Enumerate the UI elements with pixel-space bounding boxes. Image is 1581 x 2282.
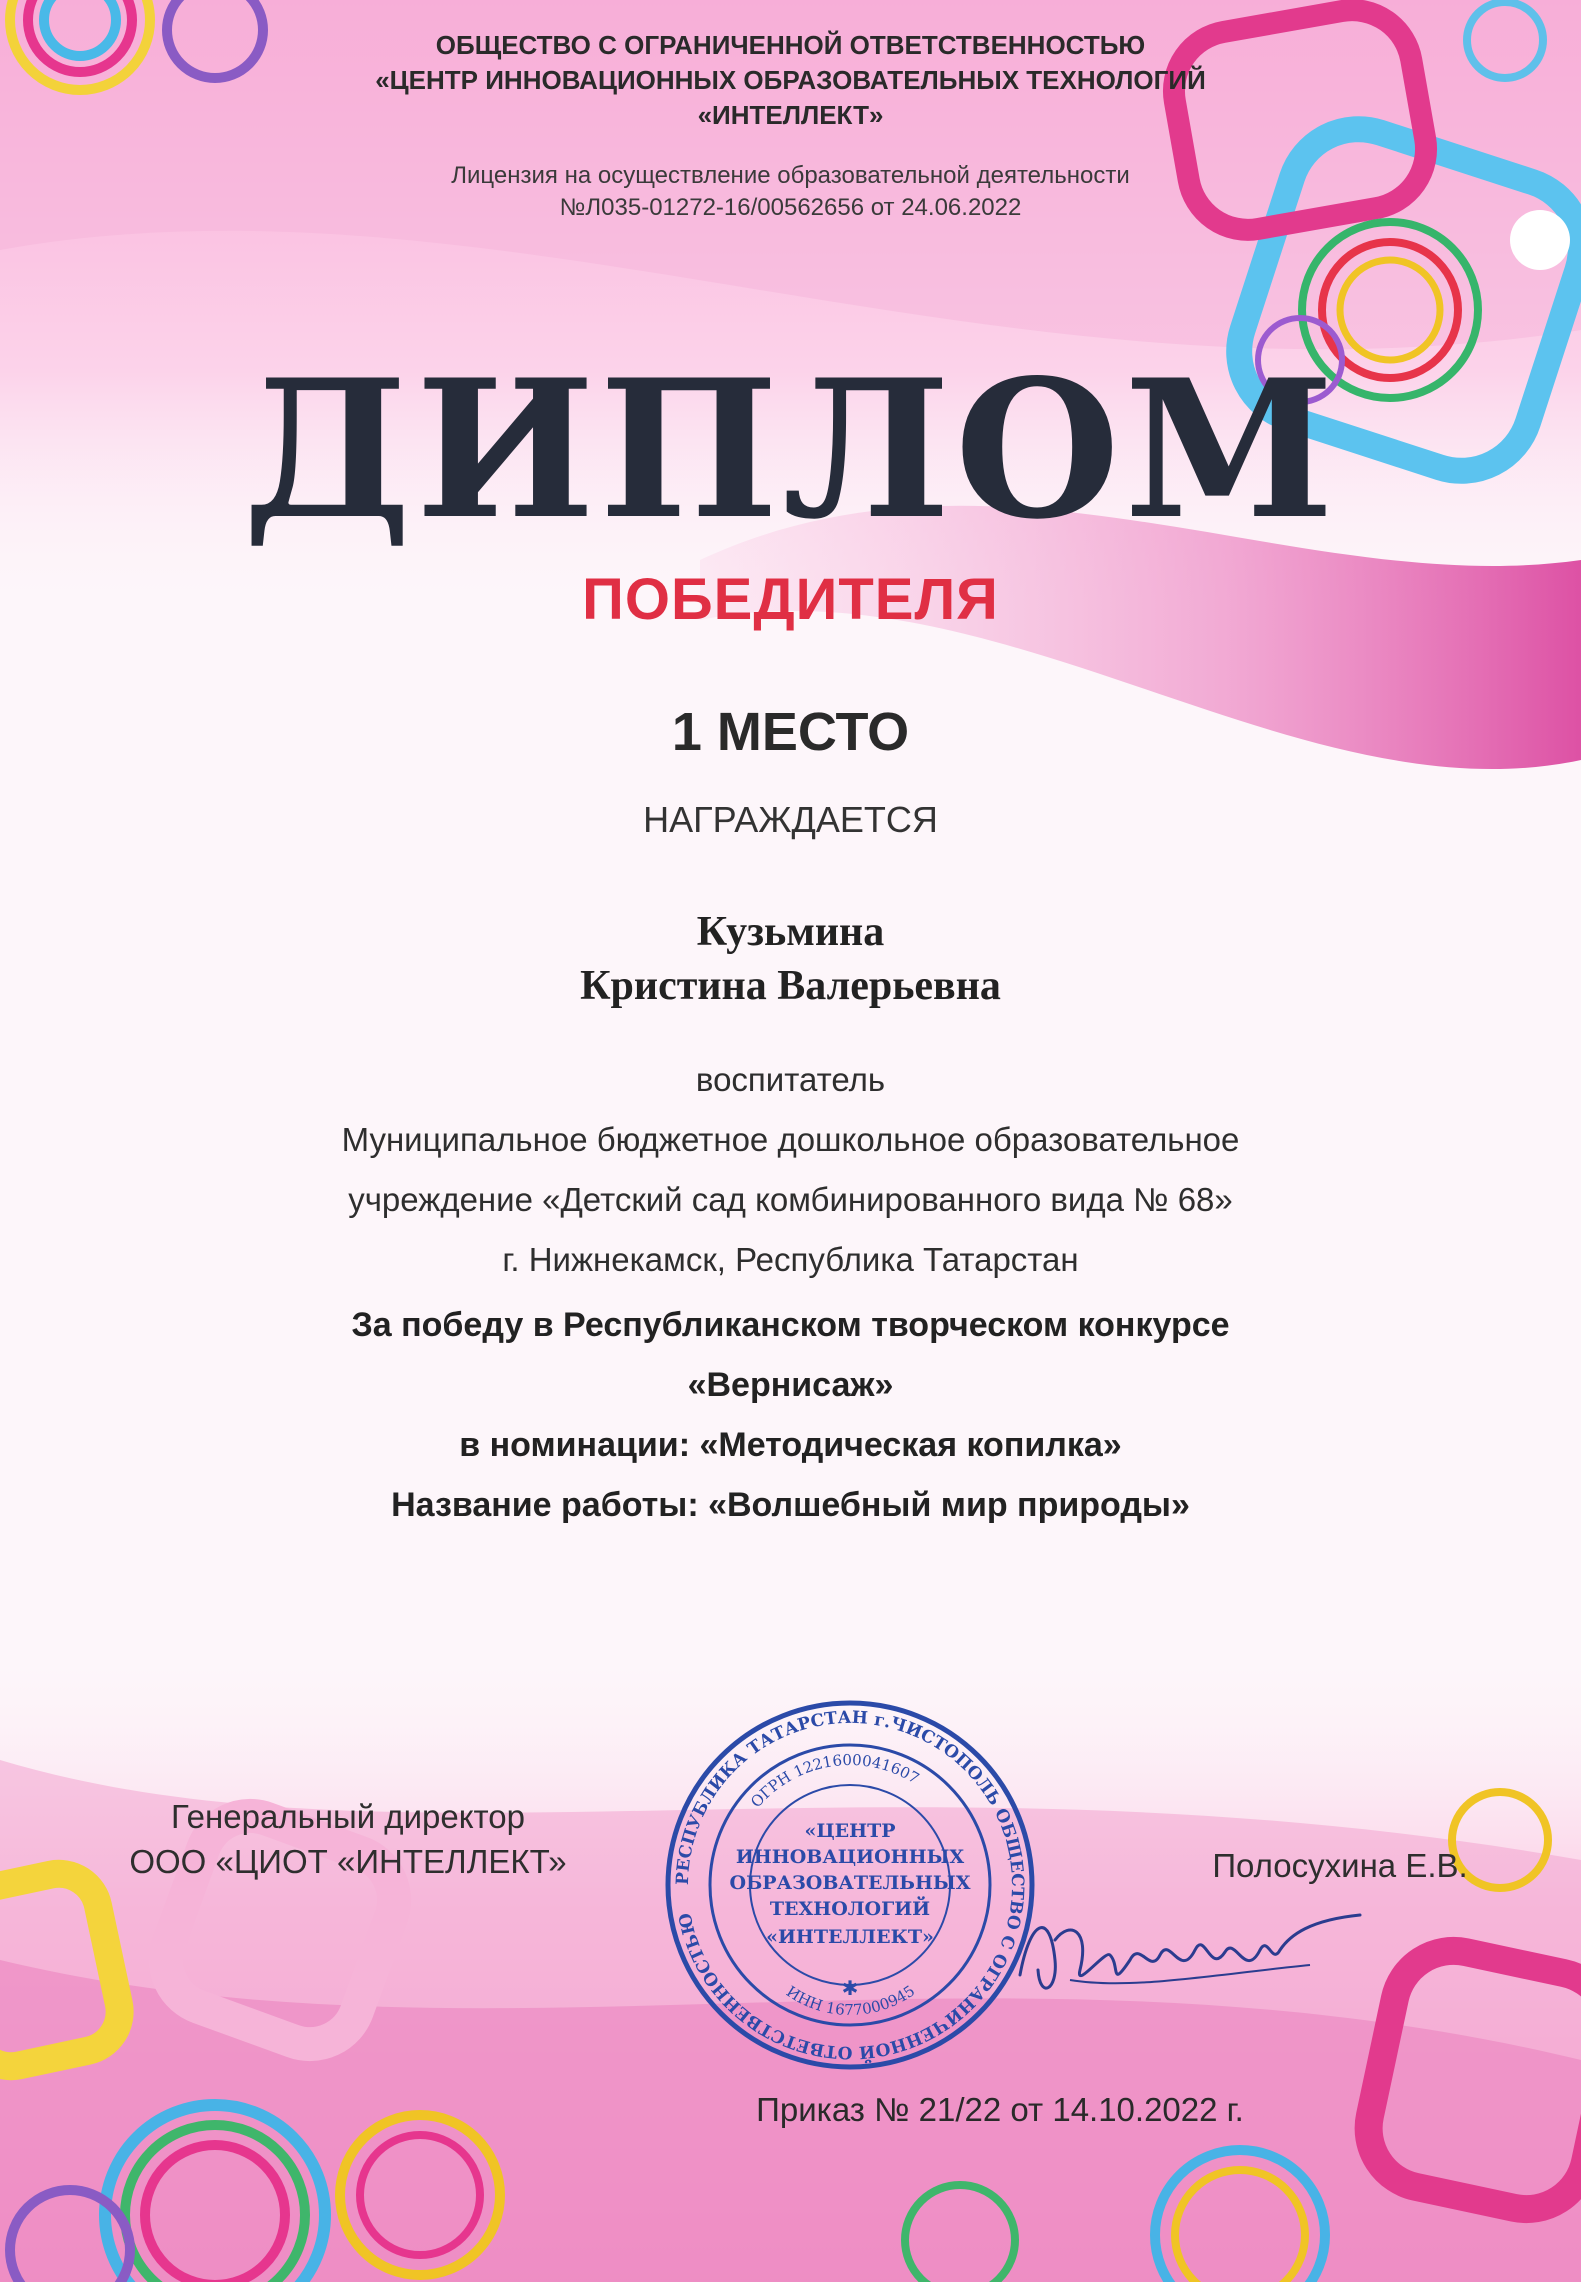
license-line-2: №Л035-01272-16/00562656 от 24.06.2022 (559, 194, 1022, 221)
reason-line-1: За победу в Республиканском творческом конкурсе (351, 1306, 1230, 1344)
reason-line-2: «Вернисаж» (687, 1366, 894, 1404)
awarded-label: НАГРАЖДАЕТСЯ (643, 799, 938, 840)
stamp-center-line-5: «ИНТЕЛЛЕКТ» (766, 1926, 934, 1948)
stamp-inn: ИНН 1677000945 (783, 1981, 919, 2020)
place-heading: 1 МЕСТО (671, 702, 910, 762)
award-reason (0, 1295, 1581, 1535)
org-line-2: «ЦЕНТР ИННОВАЦИОННЫХ ОБРАЗОВАТЕЛЬНЫХ ТЕХНОЛОГИЙ (375, 65, 1206, 95)
stamp-center-line-3: ОБРАЗОВАТЕЛЬНЫХ (729, 1872, 971, 1894)
diploma-subtitle: ПОБЕДИТЕЛЯ (582, 567, 999, 632)
order-reference: Приказ № 21/22 от 14.10.2022 г. (756, 2091, 1244, 2128)
signatory-name: Полосухина Е.В. (1212, 1847, 1468, 1884)
license-line-1: Лицензия на осуществление образовательной деятельности (451, 162, 1130, 189)
recipient-given-names: Кристина Валерьевна (580, 963, 1001, 1009)
organization-header (0, 28, 1581, 133)
recipient-name (0, 905, 1581, 1013)
stamp-center-line-1: «ЦЕНТР (804, 1820, 896, 1842)
org-line-3: «ИНТЕЛЛЕКТ» (697, 100, 884, 130)
signatory-title (118, 1794, 578, 1884)
handwritten-signature (1010, 1880, 1370, 2010)
recipient-city: г. Нижнекамск, Республика Татарстан (502, 1241, 1079, 1278)
recipient-organization (0, 1110, 1581, 1290)
official-stamp (660, 1695, 1040, 2075)
stamp-outer-text: РЕСПУБЛИКА ТАТАРСТАН г.ЧИСТОПОЛЬ ОБЩЕСТВО С ОГРАНИЧЕННОЙ ОТВЕТСТВЕННОСТЬЮ (672, 1707, 1028, 2063)
stamp-center-line-2: ИННОВАЦИОННЫХ (735, 1846, 965, 1868)
reason-line-4: Название работы: «Волшебный мир природы» (391, 1486, 1190, 1524)
stamp-center-line-4: ТЕХНОЛОГИЙ (769, 1898, 931, 1920)
diploma-title: ДИПЛОМ (242, 338, 1339, 561)
recipient-surname: Кузьмина (696, 909, 885, 955)
recipient-org-line-1: Муниципальное бюджетное дошкольное образовательное (341, 1121, 1240, 1158)
reason-line-3: в номинации: «Методическая копилка» (459, 1426, 1122, 1464)
signatory-title-line-1: Генеральный директор (171, 1798, 525, 1835)
license-info (0, 160, 1581, 224)
stamp-ogrn: ОГРН 1221600041607 (747, 1750, 923, 1812)
recipient-position: воспитатель (695, 1061, 886, 1098)
svg-text:ОГРН 1221600041607 (747, 1751, 922, 1811)
signatory-title-line-2: ООО «ЦИОТ «ИНТЕЛЛЕКТ» (129, 1843, 567, 1880)
recipient-org-line-2: учреждение «Детский сад комбинированного вида № 68» (348, 1181, 1233, 1218)
org-line-1: ОБЩЕСТВО С ОГРАНИЧЕННОЙ ОТВЕТСТВЕННОСТЬЮ (435, 30, 1146, 60)
stamp-star-icon: ✱ (841, 1978, 859, 2000)
